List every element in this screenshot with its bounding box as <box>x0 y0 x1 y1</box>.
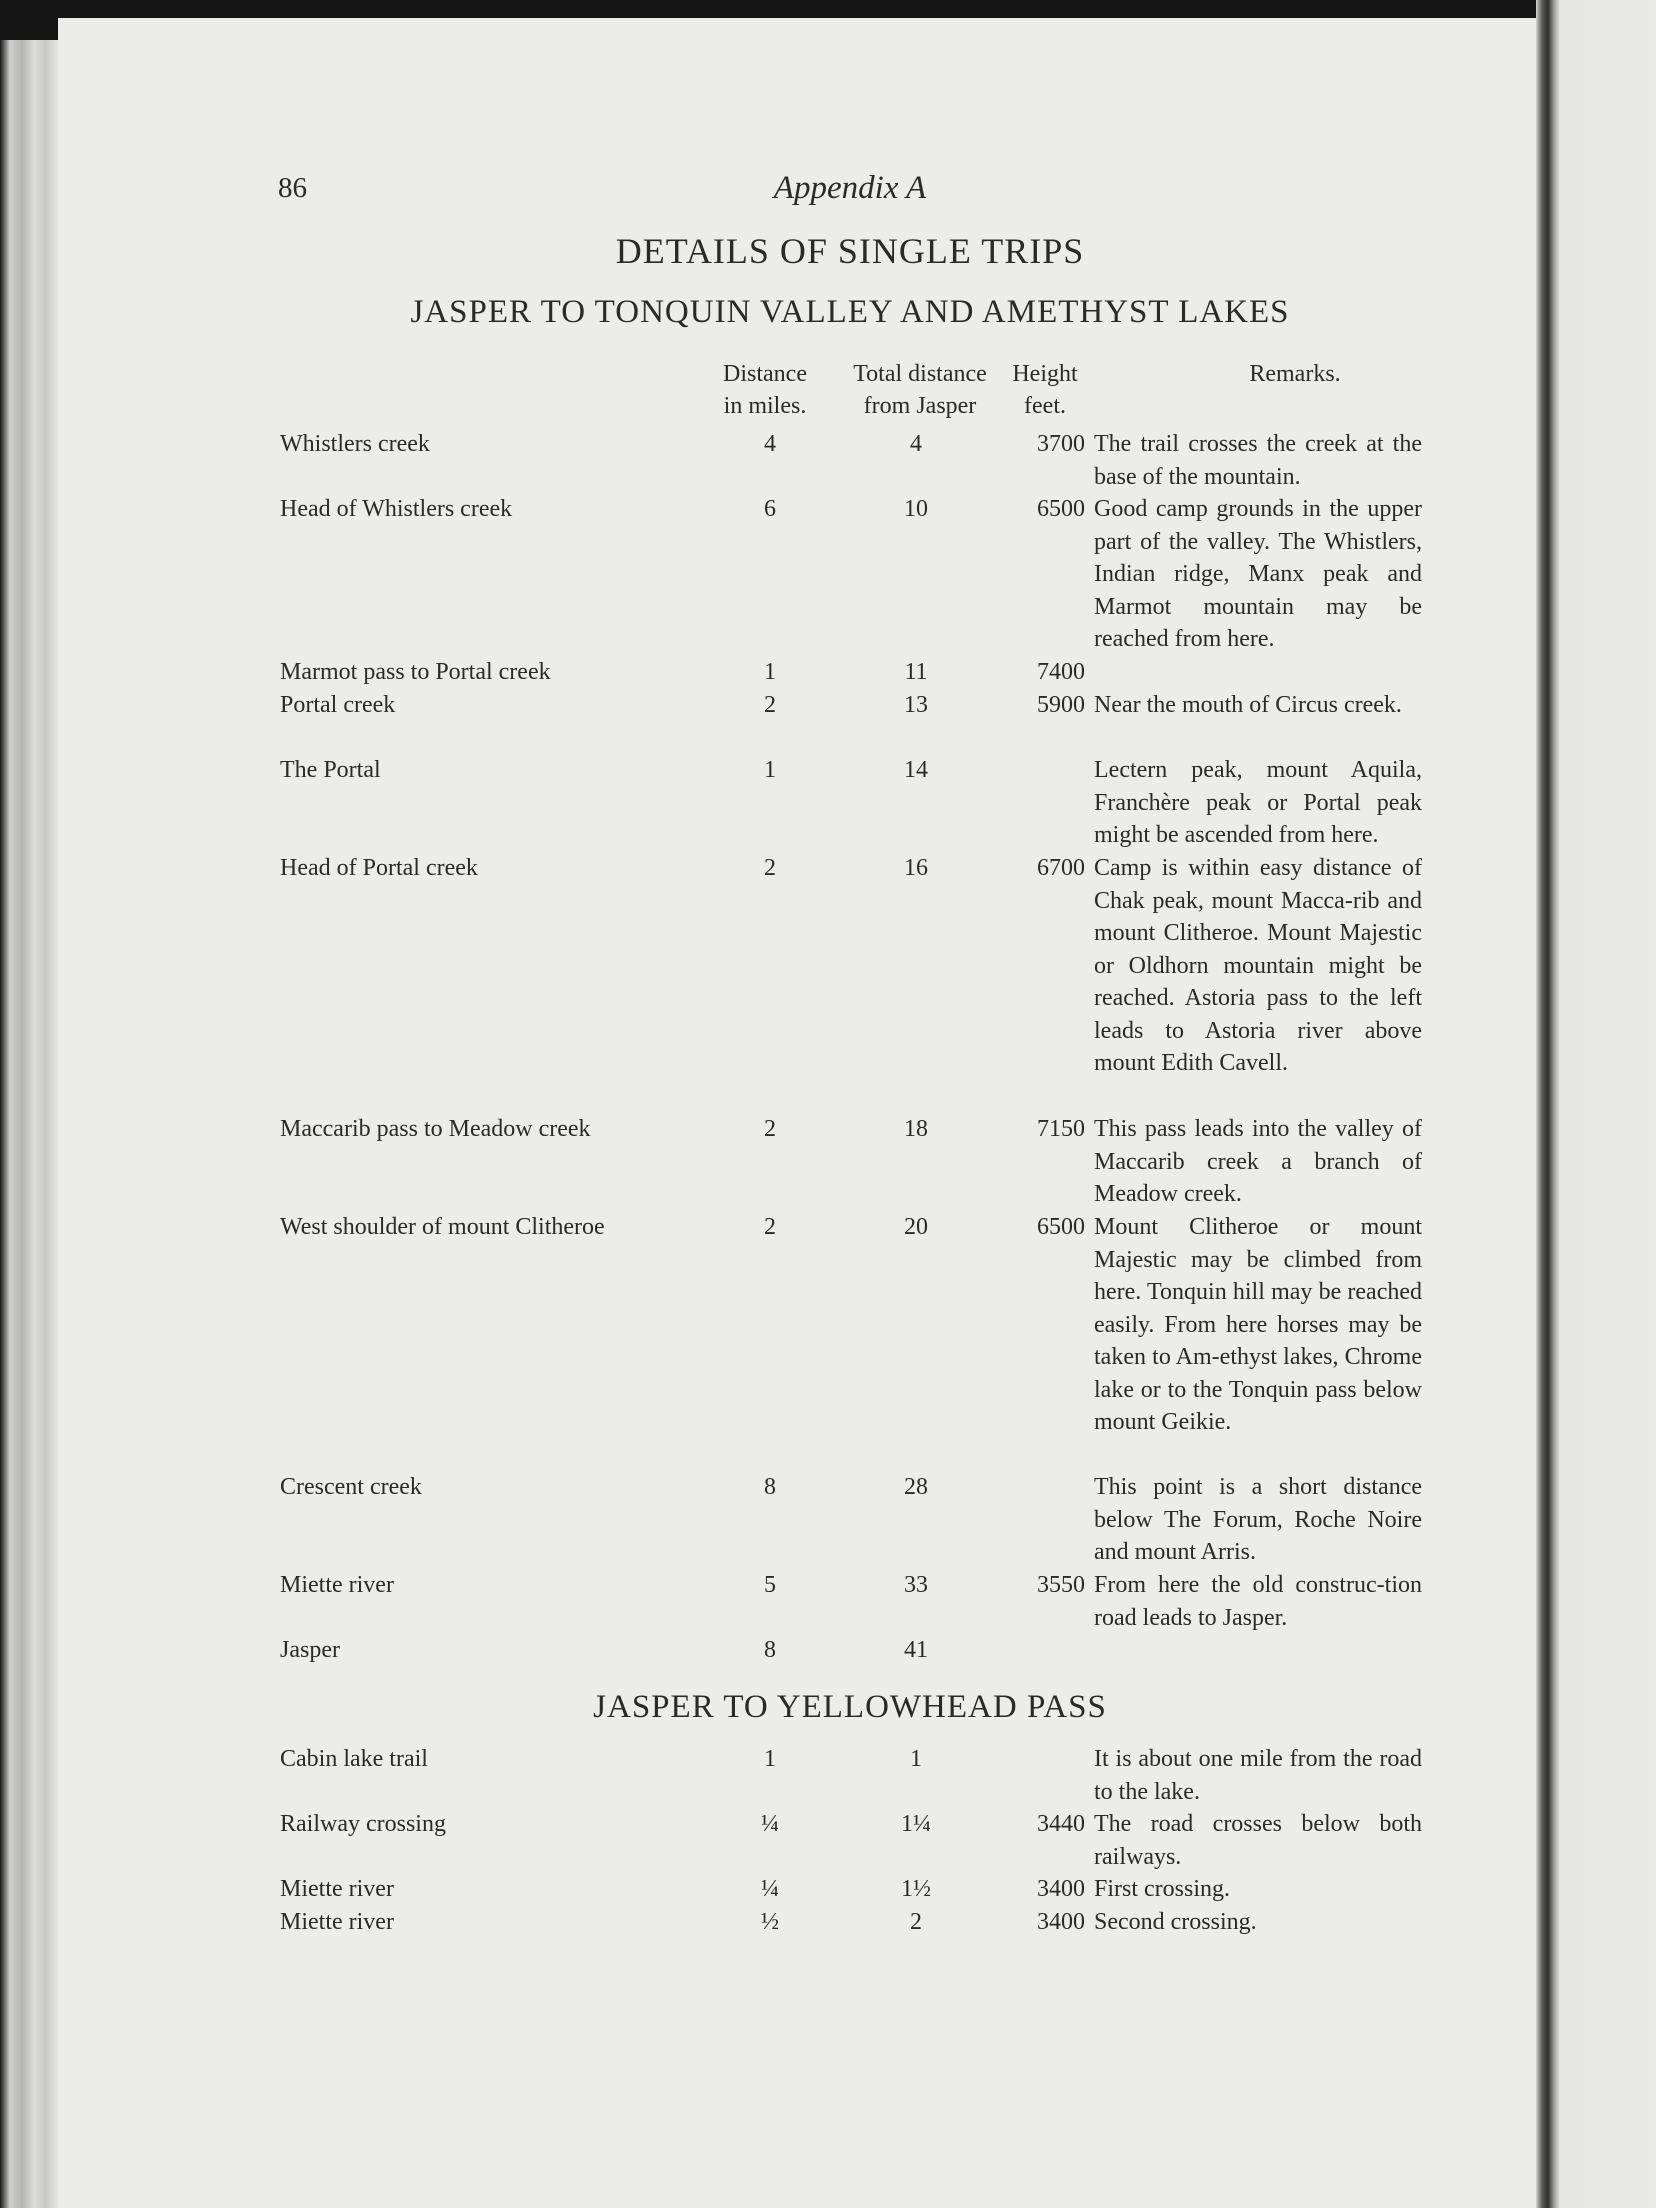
remarks-text: This point is a short distance below The Forum, Roche Noire and mount Arris. <box>1094 1474 1422 1565</box>
total-distance-value: 11 <box>904 659 928 685</box>
place-name: Miette river <box>280 1572 394 1598</box>
remarks-text: Second crossing. <box>1094 1909 1257 1935</box>
column-header-total <box>830 358 1010 422</box>
distance-value: 5 <box>764 1572 776 1598</box>
remarks-text: From here the old construc-tion road leads to Jasper. <box>1094 1572 1422 1631</box>
height-value: 6500 <box>1037 496 1085 522</box>
distance-value: 1 <box>764 659 776 685</box>
distance-value: ½ <box>761 1909 779 1935</box>
total-distance-value: 2 <box>910 1909 922 1935</box>
total-distance-value: 13 <box>904 692 928 718</box>
distance-value: 2 <box>764 1116 776 1142</box>
book-gutter <box>1536 0 1656 2208</box>
distance-value: 1 <box>764 757 776 783</box>
distance-value: 6 <box>764 496 776 522</box>
distance-value: 1 <box>764 1746 776 1772</box>
page-title: DETAILS OF SINGLE TRIPS <box>615 231 1085 271</box>
running-head: Appendix A <box>773 170 927 206</box>
remarks-text: The trail crosses the creek at the base of the mountain. <box>1094 431 1422 490</box>
total-distance-value: 20 <box>904 1214 928 1240</box>
height-value: 6700 <box>1037 855 1085 881</box>
total-distance-value: 10 <box>904 496 928 522</box>
height-value: 5900 <box>1037 692 1085 718</box>
column-header-distance <box>700 358 830 422</box>
column-header-height-line1: Height <box>1012 361 1078 387</box>
column-header-height <box>1000 358 1090 422</box>
place-name: Portal creek <box>280 692 396 718</box>
place-name: Maccarib pass to Meadow creek <box>280 1116 591 1142</box>
total-distance-value: 18 <box>904 1116 928 1142</box>
place-name: Jasper <box>280 1637 340 1663</box>
height-value: 3440 <box>1037 1811 1085 1837</box>
remarks-text: The road crosses below both railways. <box>1094 1811 1422 1870</box>
remarks-text: Near the mouth of Circus creek. <box>1094 692 1402 718</box>
column-header-distance-line2: in miles. <box>723 393 807 419</box>
total-distance-value: 4 <box>910 431 922 457</box>
column-header-remarks-line1: Remarks. <box>1249 361 1341 387</box>
total-distance-value: 1½ <box>901 1876 931 1902</box>
distance-value: 2 <box>764 1214 776 1240</box>
distance-value: 2 <box>764 692 776 718</box>
place-name: Head of Portal creek <box>280 855 478 881</box>
book-left-edge <box>0 40 58 2208</box>
place-name: Whistlers creek <box>280 431 430 457</box>
column-header-total-line1: Total distance <box>853 361 987 387</box>
place-name: Cabin lake trail <box>280 1746 428 1772</box>
height-value: 3700 <box>1037 431 1085 457</box>
height-value: 3400 <box>1037 1876 1085 1902</box>
remarks-text: Lectern peak, mount Aquila, Franchère peak or Portal peak might be ascended from here. <box>1094 757 1422 848</box>
remarks-text: Camp is within easy distance of Chak peak, mount Macca-rib and mount Clitheroe. Mount Majestic or Oldhorn mountain might be reached. Astoria pass to the left leads to Astoria river above mount Edith Cavell. <box>1094 855 1422 1076</box>
total-distance-value: 28 <box>904 1474 928 1500</box>
total-distance-value: 16 <box>904 855 928 881</box>
total-distance-value: 41 <box>904 1637 928 1663</box>
total-distance-value: 1¼ <box>901 1811 931 1837</box>
section-heading-tonquin: JASPER TO TONQUIN VALLEY AND AMETHYST LAKES <box>410 294 1290 330</box>
column-header-remarks <box>1095 358 1495 390</box>
remarks-text: Good camp grounds in the upper part of the valley. The Whistlers, Indian ridge, Manx peak and Marmot mountain may be reached from here. <box>1094 496 1422 652</box>
total-distance-value: 33 <box>904 1572 928 1598</box>
distance-value: 2 <box>764 855 776 881</box>
height-value: 3550 <box>1037 1572 1085 1598</box>
column-header-total-line2: from Jasper <box>863 393 977 419</box>
height-value: 7150 <box>1037 1116 1085 1142</box>
remarks-text: First crossing. <box>1094 1876 1231 1902</box>
remarks-text: Mount Clitheroe or mount Majestic may be climbed from here. Tonquin hill may be reached easily. From here horses may be taken to Am-ethyst lakes, Chrome lake or to the Tonquin pass below mount Geikie. <box>1094 1214 1422 1435</box>
section-heading-yellowhead: JASPER TO YELLOWHEAD PASS <box>593 1689 1107 1725</box>
place-name: Miette river <box>280 1909 394 1935</box>
place-name: Railway crossing <box>280 1811 446 1837</box>
height-value: 3400 <box>1037 1909 1085 1935</box>
place-name: Miette river <box>280 1876 394 1902</box>
place-name: Head of Whistlers creek <box>280 496 513 522</box>
distance-value: ¼ <box>761 1876 779 1902</box>
remarks-text: This pass leads into the valley of Maccarib creek a branch of Meadow creek. <box>1094 1116 1422 1207</box>
distance-value: 8 <box>764 1474 776 1500</box>
column-header-height-line2: feet. <box>1024 393 1066 419</box>
height-value: 6500 <box>1037 1214 1085 1240</box>
page-number: 86 <box>278 172 307 204</box>
place-name: Crescent creek <box>280 1474 422 1500</box>
total-distance-value: 1 <box>910 1746 922 1772</box>
place-name: West shoulder of mount Clitheroe <box>280 1214 605 1240</box>
place-name: Marmot pass to Portal creek <box>280 659 551 685</box>
remarks-text: It is about one mile from the road to the lake. <box>1094 1746 1422 1805</box>
distance-value: ¼ <box>761 1811 779 1837</box>
distance-value: 8 <box>764 1637 776 1663</box>
distance-value: 4 <box>764 431 776 457</box>
height-value: 7400 <box>1037 659 1085 685</box>
column-header-distance-line1: Distance <box>723 361 807 387</box>
total-distance-value: 14 <box>904 757 928 783</box>
place-name: The Portal <box>280 757 381 783</box>
